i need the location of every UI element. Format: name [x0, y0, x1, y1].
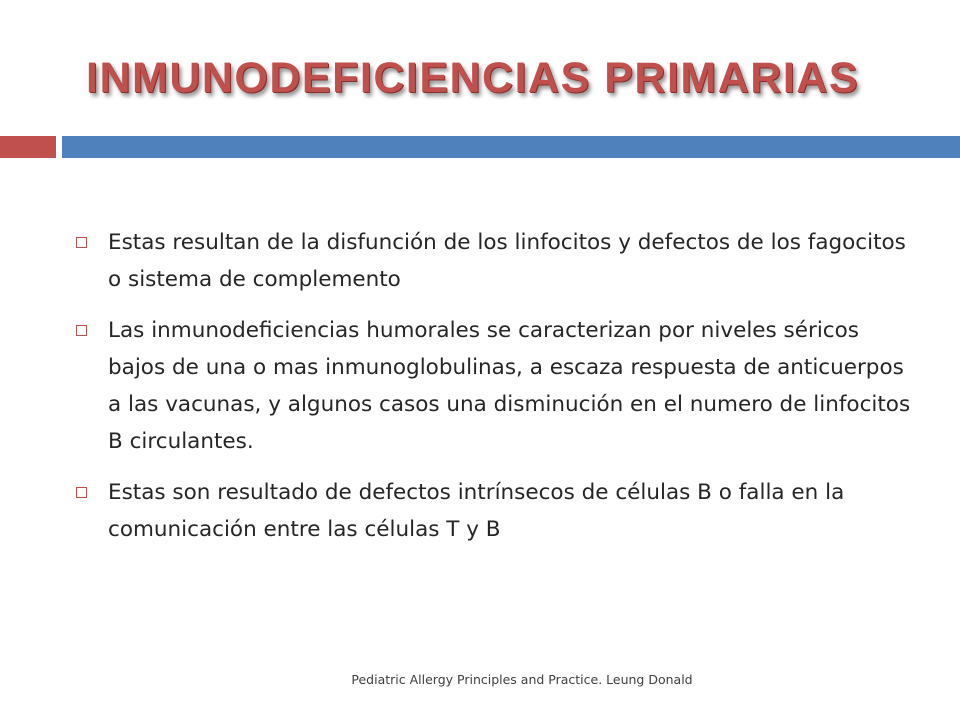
bullet-item	[72, 474, 912, 548]
hollow-square-bullet-icon	[76, 237, 87, 248]
bullet-item	[72, 312, 912, 460]
header-divider-bar	[62, 136, 960, 158]
bullet-list	[72, 224, 912, 562]
slide-title: INMUNODEFICIENCIAS PRIMARIAS	[86, 54, 860, 102]
footer-citation: Pediatric Allergy Principles and Practice. Leung Donald	[351, 672, 693, 687]
header-accent-bar	[0, 136, 56, 158]
bullet-item	[72, 224, 912, 298]
bullet-text: Las inmunodeficiencias humorales se caracterizan por niveles séricos bajos de una o mas inmunoglobulinas, a escaza respuesta de anticuerpos a las vacunas, y algunos casos una disminución en el numero de linfocitos B circulantes.	[108, 318, 911, 454]
bullet-text: Estas resultan de la disfunción de los linfocitos y defectos de los fagocitos o sistema de complemento	[108, 230, 906, 292]
hollow-square-bullet-icon	[76, 325, 87, 336]
bullet-text: Estas son resultado de defectos intrínsecos de células B o falla en la comunicación entre las células T y B	[108, 480, 845, 542]
hollow-square-bullet-icon	[76, 487, 87, 498]
